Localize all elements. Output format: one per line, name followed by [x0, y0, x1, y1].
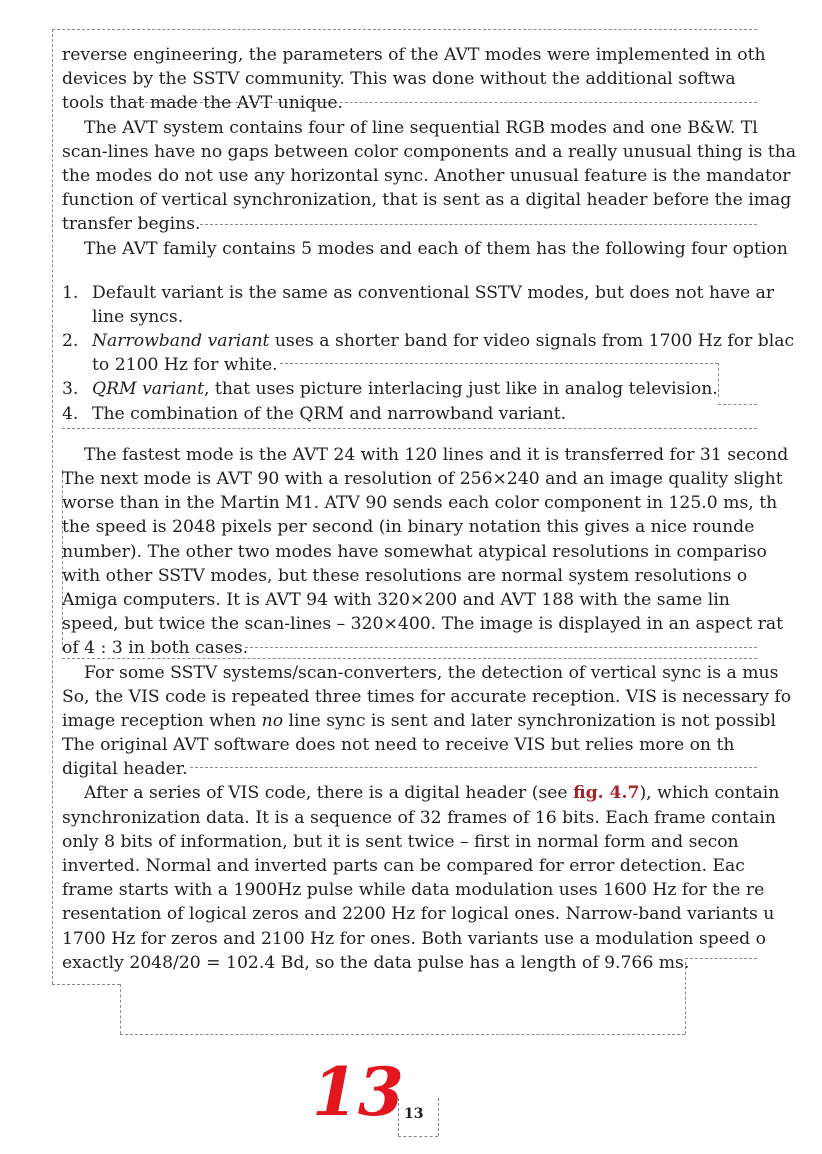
body-line: Amiga computers. It is AVT 94 with 320×200 and AVT 188 with the same lin — [62, 589, 730, 610]
body-line: devices by the SSTV community. This was done without the additional softwa — [62, 69, 736, 90]
emphasis-no: no — [261, 710, 284, 731]
body-line: 1700 Hz for zeros and 2100 Hz for ones. Both variants use a modulation speed o — [62, 928, 766, 949]
body-line: transfer begins. — [62, 214, 201, 235]
body-line: the modes do not use any horizontal sync. Another unusual feature is the mandator — [62, 165, 791, 186]
body-line: frame starts with a 1900Hz pulse while data modulation uses 1600 Hz for the re — [62, 880, 765, 901]
body-line: reverse engineering, the parameters of the AVT modes were implemented in oth — [62, 45, 766, 65]
body-line: The AVT system contains four of line sequential RGB modes and one B&W. Tl — [84, 117, 758, 138]
body-line: of 4 : 3 in both cases. — [62, 638, 249, 659]
body-line: inverted. Normal and inverted parts can be compared for error detection. Eac — [62, 856, 745, 876]
body-line: After a series of VIS code, there is a digital header (see fig. 4.7), which contain — [84, 783, 780, 804]
body-line: The original AVT software does not need to receive VIS but relies more on th — [62, 735, 735, 756]
list-text: , that uses picture interlacing just like in analog television. — [204, 379, 718, 400]
body-line: tools that made the AVT unique. — [62, 93, 344, 114]
list-text: The combination of the QRM and narrowband variant. — [92, 403, 567, 424]
page-number-small: 13 — [404, 1106, 424, 1122]
body-line: image reception when no line sync is sent and later synchronization is not possibl — [62, 710, 776, 731]
body-line: number). The other two modes have somewhat atypical resolutions in compariso — [62, 541, 767, 562]
body-line: only 8 bits of information, but it is sent twice – first in normal form and secon — [62, 831, 739, 852]
page-number-large: 13 — [312, 1053, 404, 1131]
body-line: So, the VIS code is repeated three times for accurate reception. VIS is necessary fo — [62, 686, 792, 707]
body-line: exactly 2048/20 = 102.4 Bd, so the data pulse has a length of 9.766 ms. — [62, 952, 690, 973]
body-line: For some SSTV systems/scan-converters, the detection of vertical sync is a mus — [84, 662, 779, 683]
body-line: speed, but twice the scan-lines – 320×400. The image is displayed in an aspect rat — [62, 614, 784, 635]
figure-reference-link[interactable]: fig. 4.7 — [573, 783, 640, 804]
body-line: with other SSTV modes, but these resolutions are normal system resolutions o — [62, 565, 748, 586]
body-line: the speed is 2048 pixels per second (in binary notation this gives a nice rounde — [62, 517, 755, 538]
list-item — [62, 377, 822, 401]
list-number: 1. — [62, 282, 79, 303]
list-text: Default variant is the same as conventional SSTV modes, but does not have ar — [92, 282, 775, 303]
list-item-continuation: to 2100 Hz for white. — [92, 355, 278, 376]
body-line: scan-lines have no gaps between color components and a really unusual thing is tha — [62, 141, 797, 162]
options-list — [62, 281, 822, 426]
body-line: digital header. — [62, 759, 188, 780]
body-line: The fastest mode is the AVT 24 with 120 lines and it is transferred for 31 second — [84, 444, 789, 465]
list-emphasis: QRM variant — [92, 379, 204, 400]
list-number: 4. — [62, 403, 79, 424]
list-number: 3. — [62, 379, 79, 400]
list-item — [62, 281, 822, 305]
list-item — [62, 329, 822, 353]
body-line: resentation of logical zeros and 2200 Hz for logical ones. Narrow-band variants u — [62, 904, 775, 925]
body-line: The AVT family contains 5 modes and each of them has the following four option — [84, 238, 788, 259]
document-body — [62, 43, 822, 975]
list-item — [62, 402, 822, 426]
list-emphasis: Narrowband variant — [92, 331, 270, 352]
body-line: synchronization data. It is a sequence of 32 frames of 16 bits. Each frame contain — [62, 807, 776, 828]
body-line: worse than in the Martin M1. ATV 90 sends each color component in 125.0 ms, th — [62, 493, 778, 514]
list-item-continuation: line syncs. — [92, 306, 184, 327]
list-text: uses a shorter band for video signals from 1700 Hz for blac — [269, 331, 795, 352]
list-number: 2. — [62, 331, 79, 352]
body-line: function of vertical synchronization, that is sent as a digital header before the imag — [62, 190, 792, 211]
body-line: The next mode is AVT 90 with a resolution of 256×240 and an image quality slight — [62, 469, 783, 489]
